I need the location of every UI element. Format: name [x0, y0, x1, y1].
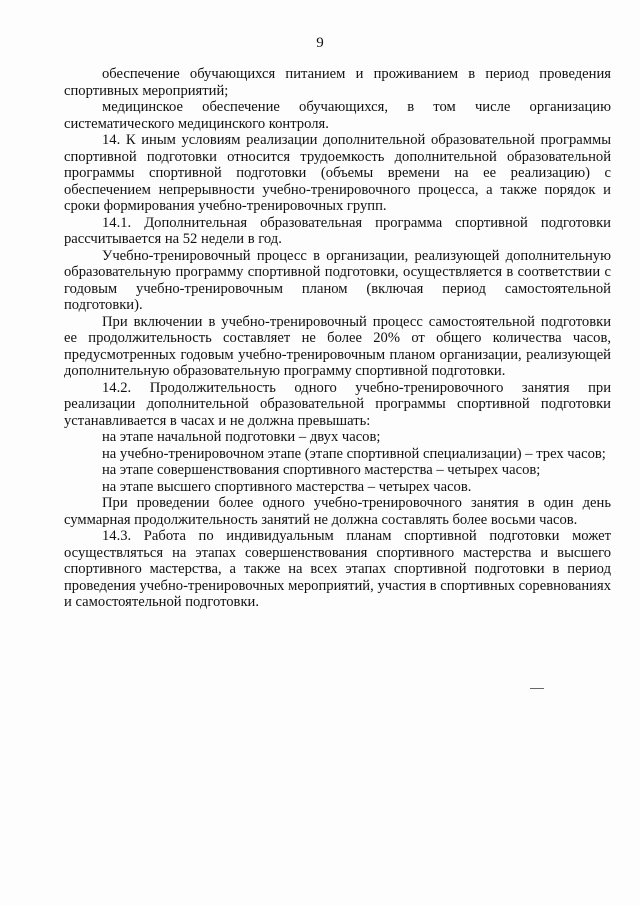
paragraph-14-3: 14.3. Работа по индивидуальным планам спортивной подготовки может осуществляться на этапах совершенствования спортивного мастерства и высшего спортивного мастерства, а также на всех этапах спортивной подготовки в период проведения учебно-тренировочных мероприятий, участия в спортивных соревнованиях и самостоятельной подготовки.	[64, 528, 611, 610]
paragraph-14-2: 14.2. Продолжительность одного учебно-тренировочного занятия при реализации дополнительной образовательной программы спортивной подготовки устанавливается в часах и не должна превышать:	[64, 379, 611, 429]
scan-mark	[530, 688, 544, 689]
paragraph-14-1: 14.1. Дополнительная образовательная программа спортивной подготовки рассчитывается на 52 недели в год.	[64, 214, 611, 247]
list-item-initial-stage: на этапе начальной подготовки – двух часов;	[102, 429, 381, 445]
paragraph-daily-limit: При проведении более одного учебно-тренировочного занятия в один день суммарная продолжительность занятий не должна составлять более восьми часов.	[64, 495, 611, 528]
document-body	[64, 66, 611, 611]
paragraph-nutrition: обеспечение обучающихся питанием и проживанием в период проведения спортивных мероприятий;	[64, 66, 611, 99]
list-item-improvement-stage: на этапе совершенствования спортивного мастерства – четырех часов;	[102, 462, 541, 478]
list-item-highest-stage: на этапе высшего спортивного мастерства – четырех часов.	[102, 478, 472, 495]
paragraph-14: 14. К иным условиям реализации дополнительной образовательной программы спортивной подготовки относится трудоемкость дополнительной образовательной программы спортивной подготовки (объемы времени на ее реализацию) с обеспечением непрерывности учебно-тренировочного процесса, а также порядок и сроки формирования учебно-тренировочных групп.	[64, 132, 611, 214]
paragraph-training-process: Учебно-тренировочный процесс в организации, реализующей дополнительную образовательную программу спортивной подготовки, осуществляется в соответствии с годовым учебно-тренировочным планом (включая период самостоятельной подготовки).	[64, 247, 611, 313]
page-number: 9	[316, 35, 324, 51]
list-item-training-stage: на учебно-тренировочном этапе (этапе спортивной специализации) – трех часов;	[102, 445, 606, 462]
paragraph-self-training: При включении в учебно-тренировочный процесс самостоятельной подготовки ее продолжительность составляет не более 20% от общего количества часов, предусмотренных годовым учебно-тренировочным планом организации, реализующей дополнительную образовательную программу спортивной подготовки.	[64, 313, 611, 379]
paragraph-medical: медицинское обеспечение обучающихся, в том числе организацию систематического медицинского контроля.	[64, 99, 611, 132]
